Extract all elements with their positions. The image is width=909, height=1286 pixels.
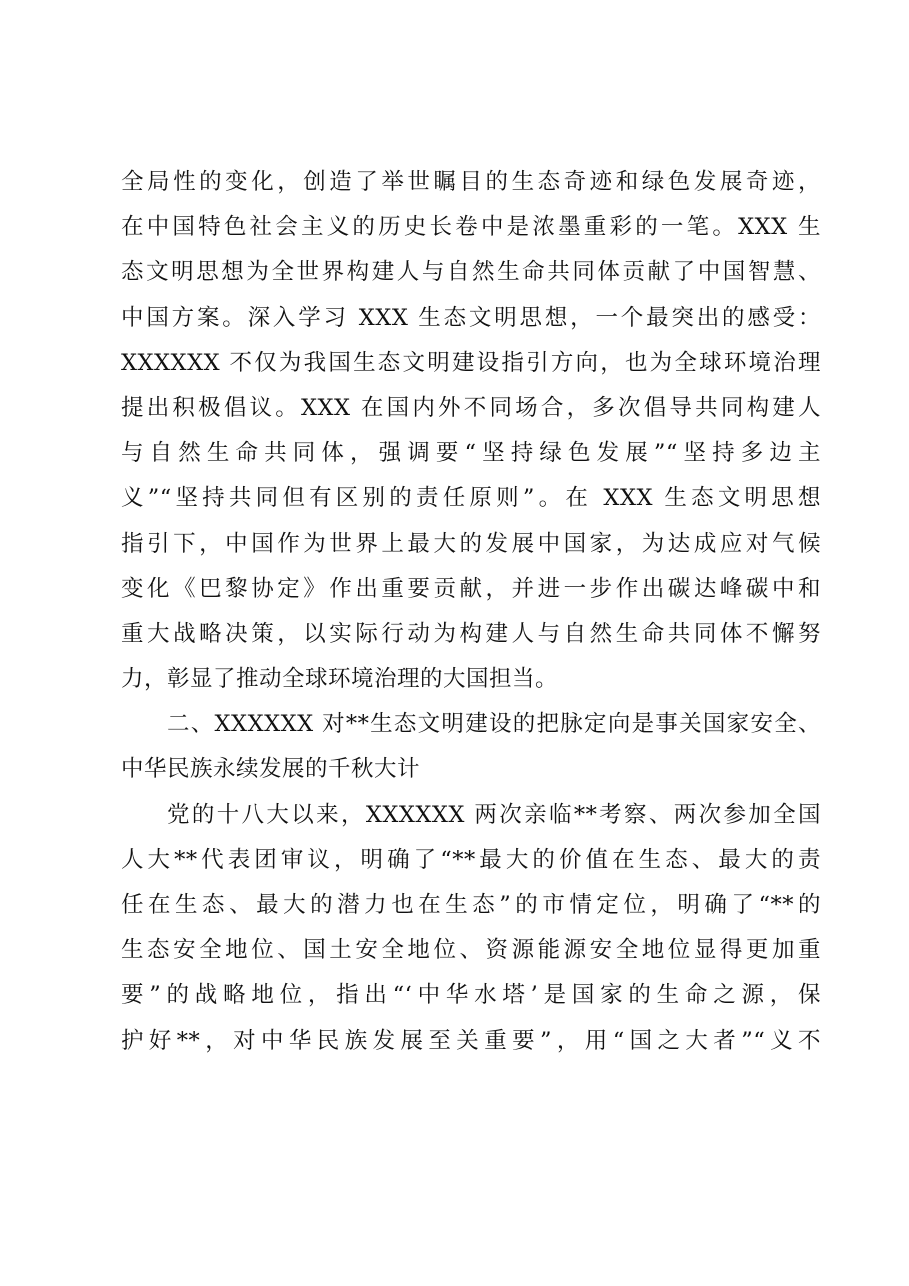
text-line: 指引下，中国作为世界上最大的发展中国家，为达成应对气候 [121, 530, 821, 557]
section-heading-line: 中华民族永续发展的千秋大计 [121, 756, 421, 783]
text-line: 力，彰显了推动全球环境治理的大国担当。 [121, 666, 559, 693]
text-line: 全局性的变化，创造了举世瞩目的生态奇迹和绿色发展奇迹， [121, 169, 821, 195]
text-line: 态文明思想为全世界构建人与自然生命共同体贡献了中国智慧、 [121, 259, 821, 286]
text-line: 义”“坚持共同但有区别的责任原则”。在 XXX 生态文明思想 [121, 485, 821, 512]
text-line: 要”的战略地位，指出“‘中华水塔’是国家的生命之源，保 [121, 982, 821, 1009]
text-line: 在中国特色社会主义的历史长卷中是浓墨重彩的一笔。XXX 生 [121, 214, 821, 241]
text-line: 重大战略决策，以实际行动为构建人与自然生命共同体不懈努 [121, 620, 821, 647]
text-line: 生态安全地位、国土安全地位、资源能源安全地位显得更加重 [121, 937, 821, 964]
text-line: 任在生态、最大的潜力也在生态”的市情定位，明确了“**的 [121, 892, 821, 918]
section-heading-line: 二、XXXXXX 对**生态文明建设的把脉定向是事关国家安全、 [167, 711, 821, 738]
text-line: 中国方案。深入学习 XXX 生态文明思想，一个最突出的感受： [121, 304, 821, 331]
text-line: 护好**，对中华民族发展至关重要”，用“国之大者”“义不 [121, 1027, 821, 1054]
text-line: 人大**代表团审议，明确了“**最大的价值在生态、最大的责 [121, 846, 821, 873]
text-line: 提出积极倡议。XXX 在国内外不同场合，多次倡导共同构建人 [121, 394, 821, 421]
text-line: 与自然生命共同体，强调要“坚持绿色发展”“坚持多边主 [121, 440, 821, 467]
text-line: 变化《巴黎协定》作出重要贡献，并进一步作出碳达峰碳中和 [121, 575, 821, 602]
text-line: 党的十八大以来，XXXXXX 两次亲临**考察、两次参加全国 [167, 801, 821, 828]
document-body [121, 160, 821, 1064]
text-line: XXXXXX 不仅为我国生态文明建设指引方向，也为全球环境治理 [121, 349, 821, 376]
